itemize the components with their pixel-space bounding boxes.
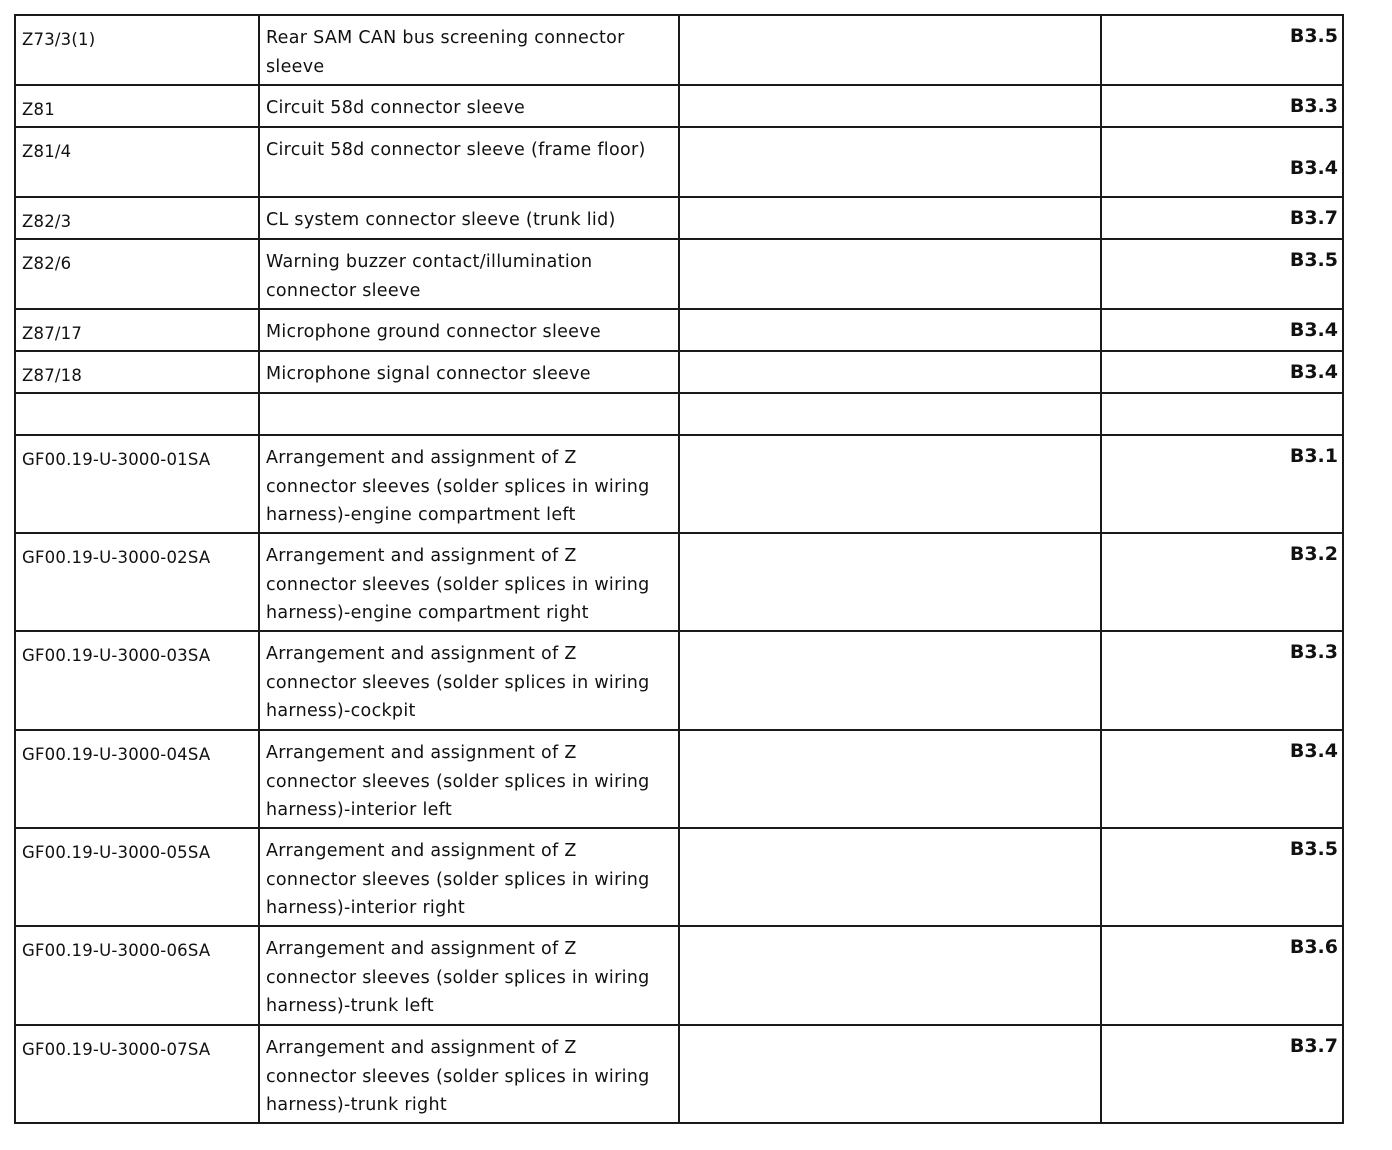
code-cell: GF00.19-U-3000-07SA <box>15 1025 259 1123</box>
description-cell: Circuit 58d connector sleeve (frame floor) <box>259 127 679 197</box>
table-row-empty <box>15 393 1343 435</box>
code-cell: GF00.19-U-3000-02SA <box>15 533 259 631</box>
reference-cell: B3.3 <box>1101 631 1343 730</box>
description-cell: Arrangement and assignment of Z connector sleeves (solder splices in wiring harness)-cockpit <box>259 631 679 730</box>
notes-cell <box>679 127 1101 197</box>
reference-cell <box>1101 393 1343 435</box>
code-cell <box>15 393 259 435</box>
reference-cell: B3.7 <box>1101 197 1343 239</box>
table-row <box>15 730 1343 828</box>
description-cell: Arrangement and assignment of Z connector sleeves (solder splices in wiring harness)-interior right <box>259 828 679 926</box>
description-cell: Arrangement and assignment of Z connector sleeves (solder splices in wiring harness)-interior left <box>259 730 679 828</box>
reference-cell: B3.2 <box>1101 533 1343 631</box>
table-row <box>15 631 1343 730</box>
reference-cell: B3.4 <box>1101 309 1343 351</box>
table-row <box>15 351 1343 393</box>
description-cell: Arrangement and assignment of Z connector sleeves (solder splices in wiring harness)-engine compartment left <box>259 435 679 533</box>
code-cell: Z87/17 <box>15 309 259 351</box>
reference-cell: B3.4 <box>1101 730 1343 828</box>
notes-cell <box>679 435 1101 533</box>
notes-cell <box>679 730 1101 828</box>
notes-cell <box>679 926 1101 1025</box>
description-cell <box>259 393 679 435</box>
table-row <box>15 197 1343 239</box>
notes-cell <box>679 351 1101 393</box>
notes-cell <box>679 85 1101 127</box>
notes-cell <box>679 631 1101 730</box>
reference-cell: B3.4 <box>1101 351 1343 393</box>
notes-cell <box>679 1025 1101 1123</box>
code-cell: Z81 <box>15 85 259 127</box>
connector-sleeve-table <box>14 14 1344 1124</box>
code-cell: GF00.19-U-3000-01SA <box>15 435 259 533</box>
description-cell: Warning buzzer contact/illumination connector sleeve <box>259 239 679 309</box>
code-cell: GF00.19-U-3000-06SA <box>15 926 259 1025</box>
reference-cell: B3.1 <box>1101 435 1343 533</box>
notes-cell <box>679 533 1101 631</box>
table-row <box>15 828 1343 926</box>
notes-cell <box>679 828 1101 926</box>
description-cell: Arrangement and assignment of Z connector sleeves (solder splices in wiring harness)-engine compartment right <box>259 533 679 631</box>
code-cell: Z82/6 <box>15 239 259 309</box>
description-cell: Arrangement and assignment of Z connector sleeves (solder splices in wiring harness)-trunk left <box>259 926 679 1025</box>
notes-cell <box>679 393 1101 435</box>
table-row <box>15 926 1343 1025</box>
reference-cell: B3.4 <box>1101 127 1343 197</box>
connector-sleeve-table-sheet <box>14 14 1342 1124</box>
table-row <box>15 239 1343 309</box>
code-cell: GF00.19-U-3000-05SA <box>15 828 259 926</box>
table-row <box>15 309 1343 351</box>
reference-cell: B3.7 <box>1101 1025 1343 1123</box>
notes-cell <box>679 309 1101 351</box>
description-cell: Circuit 58d connector sleeve <box>259 85 679 127</box>
reference-cell: B3.3 <box>1101 85 1343 127</box>
code-cell: Z82/3 <box>15 197 259 239</box>
description-cell: CL system connector sleeve (trunk lid) <box>259 197 679 239</box>
notes-cell <box>679 239 1101 309</box>
table-row <box>15 533 1343 631</box>
table-row <box>15 85 1343 127</box>
table-row <box>15 15 1343 85</box>
code-cell: GF00.19-U-3000-03SA <box>15 631 259 730</box>
code-cell: Z81/4 <box>15 127 259 197</box>
code-cell: GF00.19-U-3000-04SA <box>15 730 259 828</box>
reference-cell: B3.5 <box>1101 239 1343 309</box>
reference-cell: B3.5 <box>1101 15 1343 85</box>
reference-cell: B3.6 <box>1101 926 1343 1025</box>
table-row <box>15 127 1343 197</box>
table-row <box>15 1025 1343 1123</box>
description-cell: Arrangement and assignment of Z connector sleeves (solder splices in wiring harness)-trunk right <box>259 1025 679 1123</box>
table-row <box>15 435 1343 533</box>
code-cell: Z87/18 <box>15 351 259 393</box>
description-cell: Rear SAM CAN bus screening connector sleeve <box>259 15 679 85</box>
reference-cell: B3.5 <box>1101 828 1343 926</box>
code-cell: Z73/3(1) <box>15 15 259 85</box>
notes-cell <box>679 15 1101 85</box>
notes-cell <box>679 197 1101 239</box>
description-cell: Microphone signal connector sleeve <box>259 351 679 393</box>
description-cell: Microphone ground connector sleeve <box>259 309 679 351</box>
